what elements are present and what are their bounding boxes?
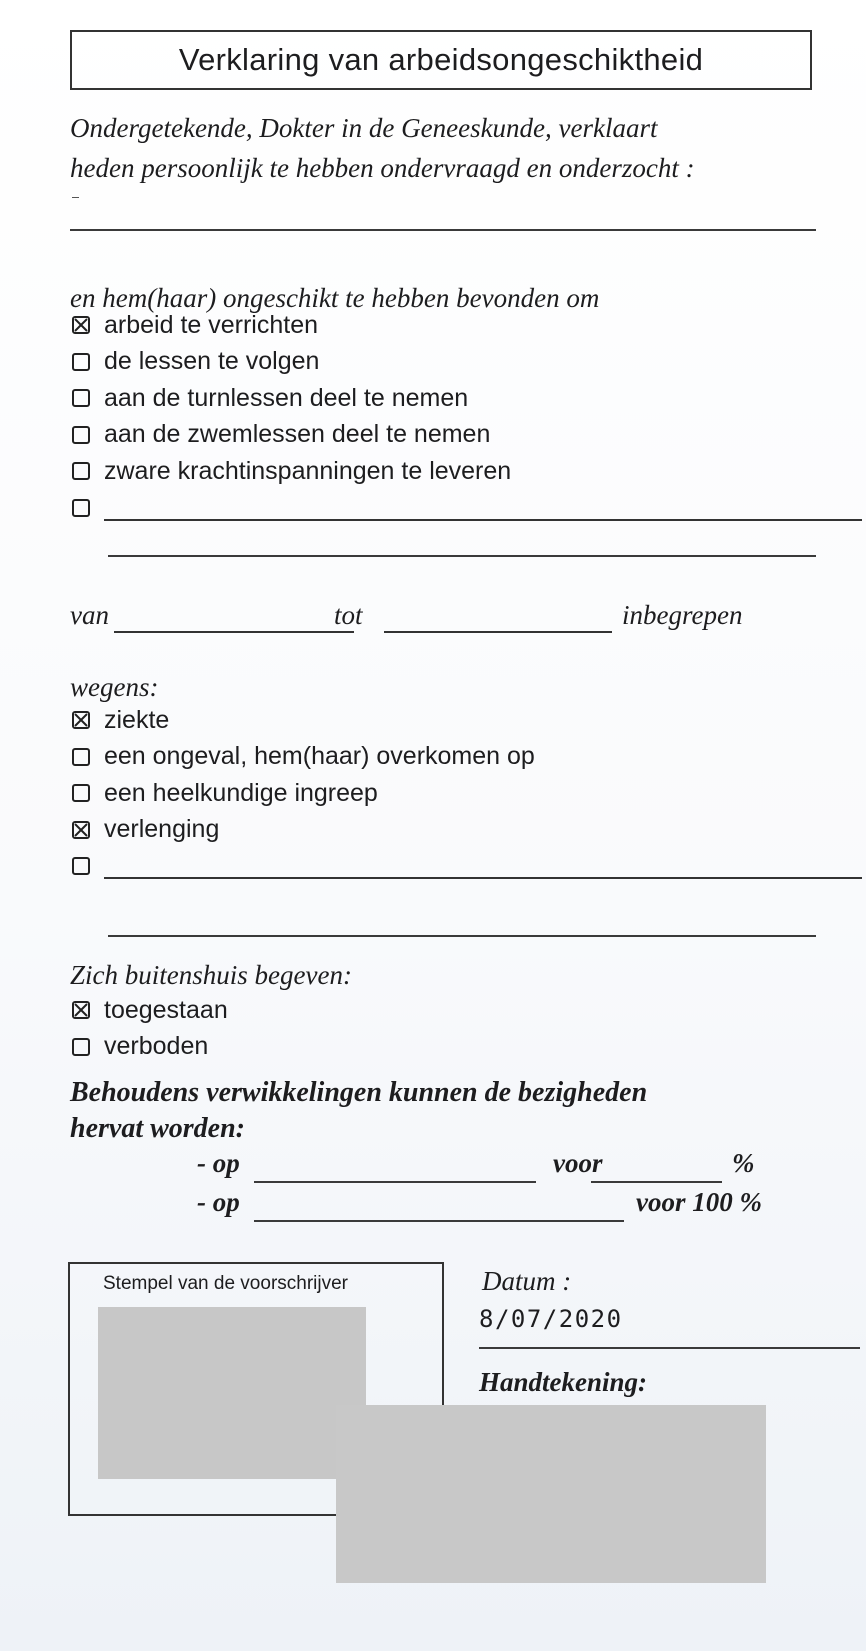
unfit-options-list <box>72 307 862 526</box>
reason-blank-line-2[interactable] <box>108 935 816 937</box>
checkbox-icon[interactable] <box>72 389 90 407</box>
op-label: - op <box>197 1148 240 1178</box>
option-label: verlenging <box>104 815 220 844</box>
unfit-option-swimming[interactable] <box>72 417 862 454</box>
signature-label: Handtekening: <box>479 1367 648 1397</box>
stamp-label: Stempel van de voorschrijver <box>103 1273 348 1294</box>
checkbox-icon[interactable] <box>72 499 90 517</box>
resume-text <box>70 1075 647 1147</box>
period-row <box>70 600 850 640</box>
option-label: een ongeval, hem(haar) overkomen op <box>104 742 535 771</box>
other-blank-line[interactable] <box>104 877 862 879</box>
unfit-option-strenuous[interactable] <box>72 453 862 490</box>
to-label: tot <box>334 600 363 630</box>
signature-redaction <box>336 1405 766 1583</box>
checkbox-icon[interactable] <box>72 353 90 371</box>
unfit-option-other[interactable] <box>72 490 862 527</box>
stamp-redaction <box>98 1307 366 1479</box>
outside-label: Zich buitenshuis begeven: <box>70 960 352 990</box>
checkbox-icon[interactable] <box>72 784 90 802</box>
from-label: van <box>70 600 109 630</box>
patient-name-line[interactable] <box>70 229 816 231</box>
reason-option-extension[interactable] <box>72 812 862 849</box>
from-date-line[interactable] <box>114 631 354 633</box>
date-line <box>479 1347 860 1349</box>
checked-checkbox-icon[interactable] <box>72 821 90 839</box>
intro-line-1: Ondergetekende, Dokter in de Geneeskunde, verklaart <box>70 113 658 143</box>
intro-line-2: heden persoonlijk te hebben ondervraagd en onderzocht : <box>70 153 695 183</box>
option-label: de lessen te volgen <box>104 347 320 376</box>
reason-option-accident[interactable] <box>72 739 862 776</box>
outside-option-allowed[interactable] <box>72 992 862 1029</box>
form-title <box>70 30 812 90</box>
form-title-text: Verklaring van arbeidsongeschiktheid <box>178 42 704 77</box>
checkbox-icon[interactable] <box>72 462 90 480</box>
checkbox-icon[interactable] <box>72 857 90 875</box>
name-field-mark <box>72 197 79 198</box>
option-label: arbeid te verrichten <box>104 310 319 339</box>
option-label: aan de zwemlessen deel te nemen <box>104 420 491 449</box>
checkbox-icon[interactable] <box>72 748 90 766</box>
other-blank-line-2[interactable] <box>108 555 816 557</box>
unfit-option-work[interactable] <box>72 307 862 344</box>
reason-options-list <box>72 702 862 885</box>
date-value[interactable]: 8/07/2020 <box>479 1305 623 1333</box>
date-label: Datum : <box>482 1266 572 1296</box>
outside-options-list <box>72 992 862 1065</box>
voor-100-label: voor 100 % <box>636 1187 762 1217</box>
option-label: zware krachtinspanningen te leveren <box>104 456 512 485</box>
voor-label: voor <box>553 1148 603 1178</box>
checked-checkbox-icon[interactable] <box>72 711 90 729</box>
other-blank-line[interactable] <box>104 519 862 521</box>
op-date-line-2[interactable] <box>254 1220 624 1222</box>
option-label: aan de turnlessen deel te nemen <box>104 383 469 412</box>
op-date-line-1[interactable] <box>254 1181 536 1183</box>
option-label: ziekte <box>104 705 170 734</box>
checked-checkbox-icon[interactable] <box>72 316 90 334</box>
unfit-option-lessons[interactable] <box>72 344 862 381</box>
unfit-option-gym[interactable] <box>72 380 862 417</box>
unfit-intro: en hem(haar) ongeschikt te hebben bevonden om <box>70 283 600 313</box>
option-label: een heelkundige ingreep <box>104 778 378 807</box>
resume-line-2: hervat worden: <box>70 1113 245 1144</box>
resume-line-1: Behoudens verwikkelingen kunnen de bezigheden <box>70 1077 648 1108</box>
option-label: verboden <box>104 1032 209 1061</box>
to-date-line[interactable] <box>384 631 612 633</box>
intro-text <box>70 108 850 188</box>
reason-option-other[interactable] <box>72 848 862 885</box>
op-label: - op <box>197 1187 240 1217</box>
reason-option-illness[interactable] <box>72 702 862 739</box>
checkbox-icon[interactable] <box>72 1038 90 1056</box>
reason-label: wegens: <box>70 672 159 702</box>
checkbox-icon[interactable] <box>72 426 90 444</box>
percent-label: % <box>732 1148 755 1178</box>
percent-line[interactable] <box>591 1181 722 1183</box>
option-label: toegestaan <box>104 995 228 1024</box>
inclusive-label: inbegrepen <box>622 600 743 630</box>
outside-option-forbidden[interactable] <box>72 1029 862 1066</box>
reason-option-surgery[interactable] <box>72 775 862 812</box>
checked-checkbox-icon[interactable] <box>72 1001 90 1019</box>
